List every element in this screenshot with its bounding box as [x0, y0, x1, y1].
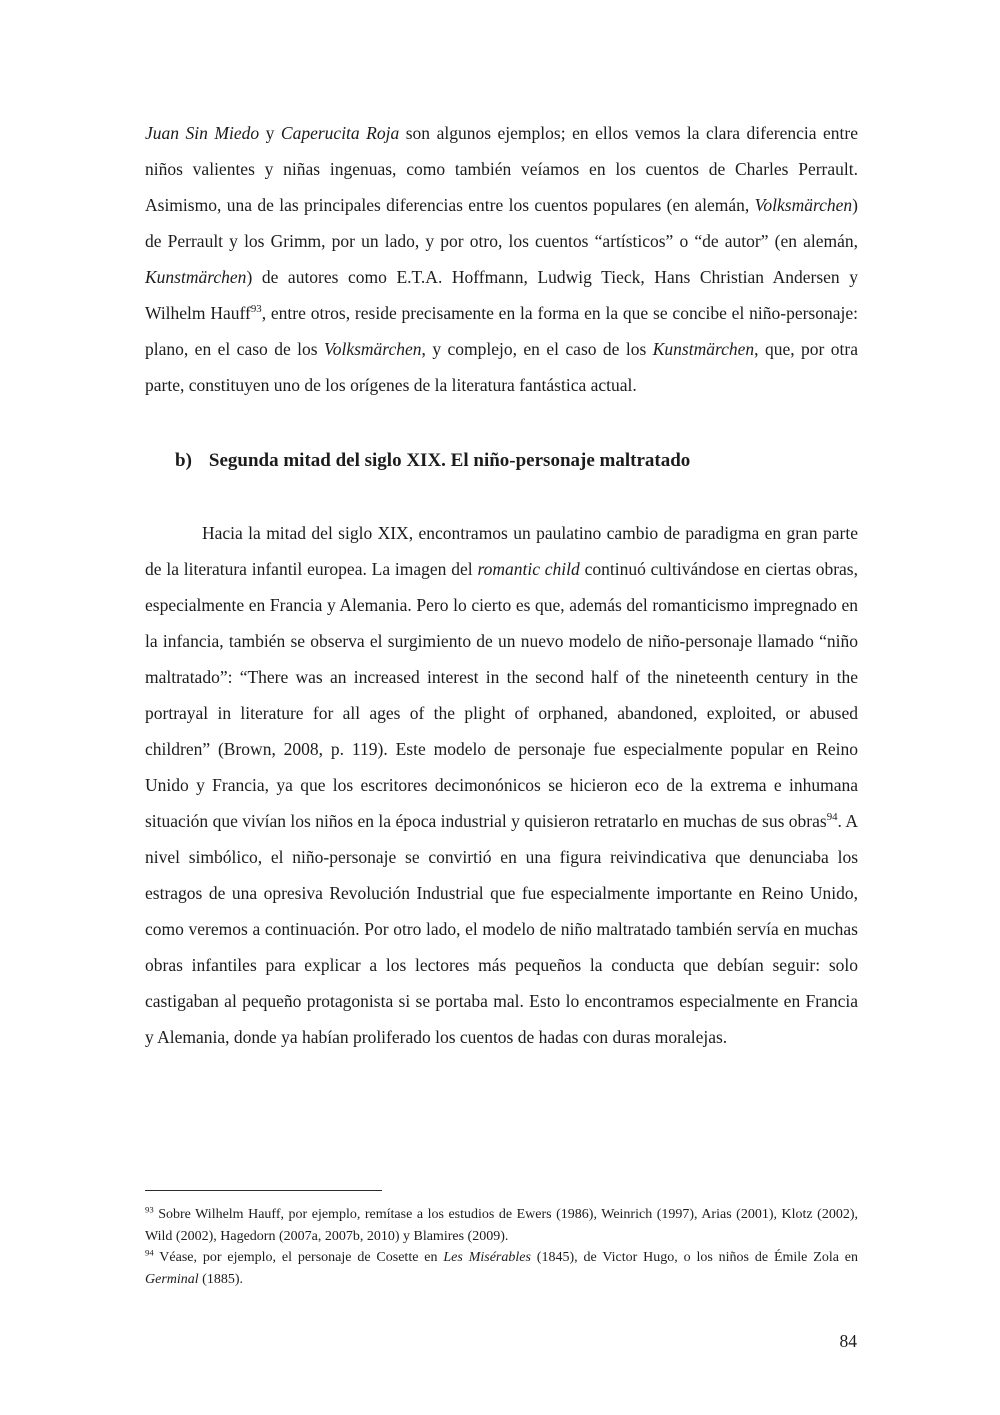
page-text-block	[145, 115, 858, 1055]
text-run: Véase, por ejemplo, el personaje de Cosette en	[153, 1250, 444, 1265]
text-run: Sobre Wilhelm Hauff, por ejemplo, remítase a los estudios de Ewers (1986), Weinrich (1997), Arias (2001), Klotz (2002), Wild (2002), Hagedorn (2007a, 2007b, 2010) y Blamires (2009).	[145, 1207, 858, 1244]
italic-text-run: Kunstmärchen	[652, 339, 755, 359]
footnote-separator-rule	[145, 1190, 382, 1191]
footnote-ref-superscript: 93	[145, 1204, 154, 1215]
text-run: Hacia la mitad del siglo XIX, encontramos un paulatino cambio de paradigma en gran parte de la literatura infantil europea. La imagen del	[145, 523, 858, 579]
text-run: . A nivel simbólico, el niño-personaje se convirtió en una figura reivindicativa que denunciaba los estragos de una opresiva Revolución Industrial que fue especialmente importante en Reino Unido, como veremos a continuación. Por otro lado, el modelo de niño maltratado también servía en muchas obras infantiles para explicar a los lectores más pequeños la conducta que debían seguir: solo castigaban al pequeño protagonista si se portaba mal. Esto lo encontramos especialmente en Francia y Alemania, donde ya habían proliferado los cuentos de hadas con duras moralejas.	[145, 811, 858, 1047]
text-run: (1885).	[198, 1271, 243, 1287]
italic-text-run: romantic child	[477, 559, 580, 579]
section-heading-text: Segunda mitad del siglo XIX. El niño-personaje maltratado	[208, 450, 691, 471]
text-run: son algunos ejemplos; en ellos vemos la clara diferencia entre niños valientes y niñas ingenuas, como también veíamos en los cuentos de Charles Perrault. Asimismo, una de las principales diferencias entre los cuentos populares (en alemán,	[145, 123, 858, 215]
footnote-ref-superscript: 94	[145, 1247, 154, 1258]
italic-text-run: Volksmärchen	[754, 195, 853, 215]
footnote-ref-superscript: 94	[826, 811, 838, 824]
section-heading	[145, 447, 858, 475]
text-run: ) de autores como E.T.A. Hoffmann, Ludwig Tieck, Hans Christian Andersen y Wilhelm Hauff	[145, 267, 858, 323]
text-run: y	[259, 123, 281, 143]
section-heading-label: b)	[175, 450, 192, 471]
italic-text-run: Kunstmärchen	[145, 267, 247, 287]
footnote-94	[145, 1247, 858, 1290]
footnote-ref-superscript: 93	[250, 303, 262, 316]
page-number: 84	[839, 1331, 857, 1351]
italic-text-run: Les Misérables	[443, 1250, 531, 1265]
italic-text-run: Caperucita Roja	[280, 123, 400, 143]
text-run: , y complejo, en el caso de los	[421, 339, 653, 359]
footnote-area	[145, 1190, 858, 1290]
text-run: , entre otros, reside precisamente en la forma en la que se concibe el niño-personaje: plano, en el caso de los	[145, 303, 858, 359]
paragraph-second-half-19th-century	[145, 515, 858, 1055]
italic-text-run: Germinal	[145, 1271, 199, 1287]
text-run: (1845), de Victor Hugo, o los niños de Émile Zola en	[530, 1250, 859, 1265]
text-run: , que, por otra parte, constituyen uno de los orígenes de la literatura fantástica actual.	[145, 339, 858, 395]
paragraph-fairy-tales	[145, 115, 858, 403]
italic-text-run: Volksmärchen	[323, 339, 422, 359]
text-run: ) de Perrault y los Grimm, por un lado, y por otro, los cuentos “artísticos” o “de autor” (en alemán,	[145, 195, 858, 251]
footnote-93	[145, 1204, 858, 1247]
italic-text-run: Juan Sin Miedo	[145, 123, 260, 143]
text-run: continuó cultivándose en ciertas obras, especialmente en Francia y Alemania. Pero lo cierto es que, además del romanticismo impregnado en la infancia, también se observa el surgimiento de un nuevo modelo de niño-personaje llamado “niño maltratado”: “There was an increased interest in the second half of the nineteenth century in the portrayal in literature for all ages of the plight of orphaned, abandoned, exploited, or abused children” (Brown, 2008, p. 119). Este modelo de personaje fue especialmente popular en Reino Unido y Francia, ya que los escritores decimonónicos se hicieron eco de la extrema e inhumana situación que vivían los niños en la época industrial y quisieron retratarlo en muchas de sus obras	[145, 559, 858, 831]
